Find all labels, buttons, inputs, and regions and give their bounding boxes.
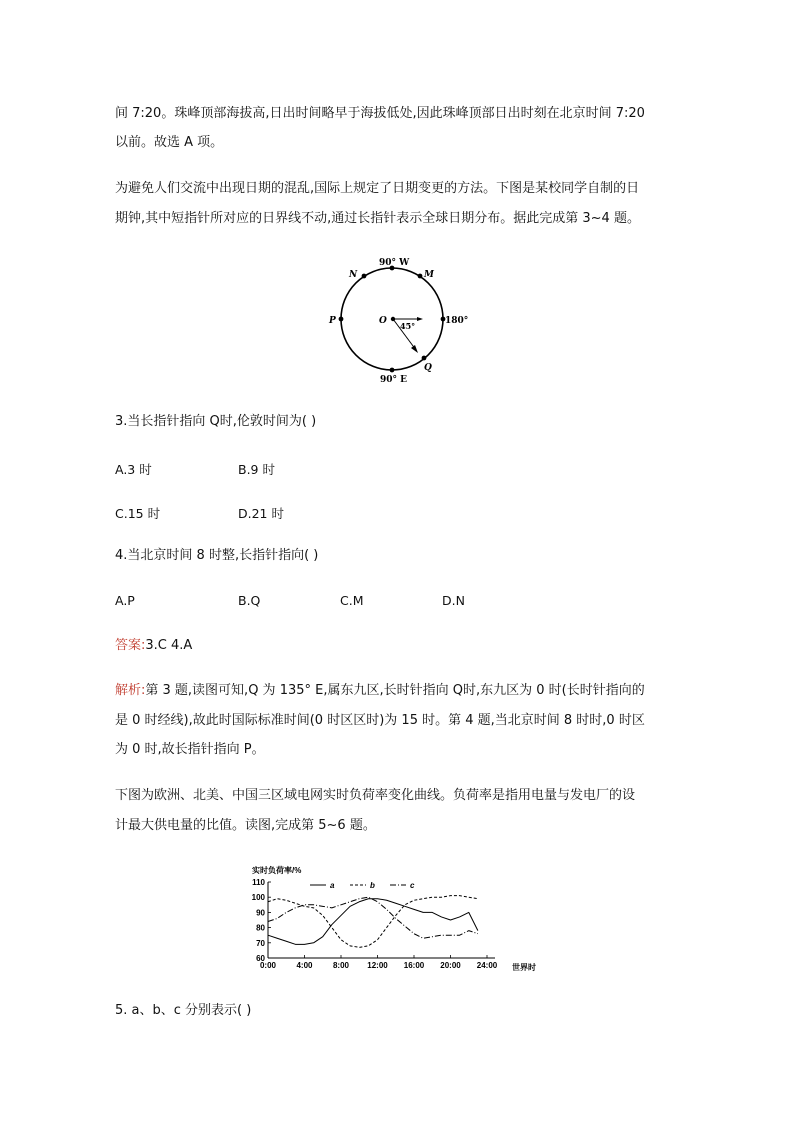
chart-legend-label-c: c [410, 881, 415, 890]
label-p: P [329, 316, 336, 326]
chart-y-tick-label: 80 [256, 923, 265, 933]
q4-option-d: D.N [442, 593, 465, 608]
chart-y-tick-label: 110 [252, 878, 265, 887]
chart-legend-label-b: b [370, 881, 375, 890]
point-bottom-dot [390, 368, 395, 373]
label-90w: 90° W [379, 258, 410, 268]
point-p-dot [339, 317, 344, 322]
point-n-dot [362, 274, 367, 279]
chart-legend-label-a: a [330, 881, 335, 890]
question-4-stem: 4.当北京时间 8 时整,长指针指向( ) [115, 548, 319, 563]
label-m: M [424, 270, 434, 280]
chart-xlabel: 世界时 [512, 963, 536, 972]
chart-series-b [268, 896, 478, 948]
date-clock-figure [325, 255, 475, 385]
label-n: N [349, 270, 358, 280]
q3-option-a: A.3 时 [115, 462, 152, 477]
chart-ylabel: 实时负荷率/% [252, 866, 302, 875]
label-180: 180° [445, 316, 469, 326]
q4-option-c: C.M [340, 593, 364, 608]
analysis-line1 [115, 683, 645, 699]
answer-text: 3.C 4.A [145, 638, 193, 653]
short-hand-arrow [417, 317, 423, 321]
analysis-text-1: 第 3 题,读图可知,Q 为 135° E,属东九区,长时针指向 Q时,东九区为 0 时(长时针指向的 [145, 683, 645, 698]
q3-option-d: D.21 时 [238, 506, 284, 521]
label-q: Q [424, 363, 432, 373]
analysis-label: 解析: [115, 683, 146, 698]
prev-explanation-line2: 以前。故选 A 项。 [115, 135, 224, 150]
intro-3-4-line1: 为避免人们交流中出现日期的混乱,国际上规定了日期变更的方法。下图是某校同学自制的日 [115, 181, 640, 196]
intro-5-6-line1: 下图为欧洲、北美、中国三区域电网实时负荷率变化曲线。负荷率是指用电量与发电厂的设 [115, 788, 636, 803]
chart-x-tick-label: 4:00 [296, 961, 313, 970]
load-rate-chart [250, 862, 555, 977]
question-3-stem: 3.当长指针指向 Q时,伦敦时间为( ) [115, 414, 317, 429]
q4-option-b: B.Q [238, 593, 261, 608]
point-q-dot [422, 356, 427, 361]
label-90e: 90° E [380, 375, 408, 385]
intro-3-4-line2: 期钟,其中短指针所对应的日界线不动,通过长指针表示全球日期分布。据此完成第 3~4 题。 [115, 211, 640, 226]
q3-option-c: C.15 时 [115, 506, 161, 521]
label-45: 45° [400, 321, 416, 331]
chart-series-c [268, 897, 478, 938]
question-5-stem: 5. a、b、c 分别表示( ) [115, 1003, 252, 1018]
intro-5-6-line2: 计最大供电量的比值。读图,完成第 5~6 题。 [115, 818, 376, 833]
chart-y-tick-label: 100 [251, 893, 265, 903]
q3-option-b: B.9 时 [238, 462, 275, 477]
chart-series-a [268, 899, 478, 945]
analysis-line3: 为 0 时,故长指针指向 P。 [115, 742, 265, 757]
chart-x-tick-label: 8:00 [332, 961, 350, 970]
chart-x-tick-label: 20:00 [440, 961, 461, 970]
chart-x-tick-label: 24:00 [476, 961, 498, 970]
chart-x-tick-label: 0:00 [259, 961, 277, 970]
chart-y-tick-label: 60 [256, 954, 265, 963]
chart-x-tick-label: 12:00 [367, 961, 388, 970]
chart-y-tick-label: 70 [256, 938, 265, 948]
long-hand-arrow [411, 345, 418, 353]
analysis-line2: 是 0 时经线),故此时国际标准时间(0 时区区时)为 15 时。第 4 题,当北京时间 8 时时,0 时区 [115, 713, 645, 728]
prev-explanation-line1: 间 7:20。珠峰顶部海拔高,日出时间略早于海拔低处,因此珠峰顶部日出时刻在北京时间 7:20 [115, 106, 645, 121]
q4-option-a: A.P [115, 593, 135, 608]
answer-line [115, 638, 192, 654]
point-m-dot [418, 274, 423, 279]
answer-label: 答案: [115, 638, 146, 653]
chart-y-tick-label: 90 [256, 908, 265, 918]
chart-x-tick-label: 16:00 [403, 961, 425, 970]
label-o: O [379, 316, 387, 326]
